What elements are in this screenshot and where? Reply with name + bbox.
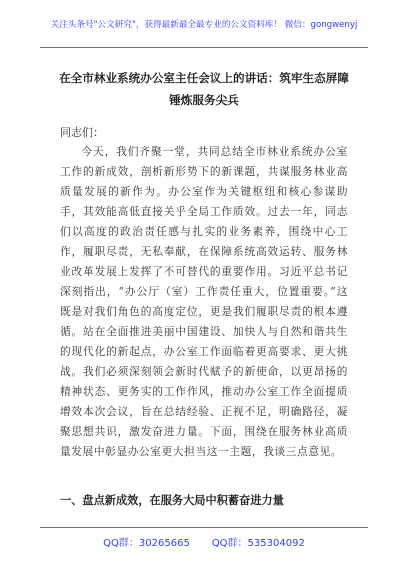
footer-qq-group-2: QQ群：535304092 [211,538,305,549]
header-divider [40,47,368,48]
footer-contacts [0,534,408,549]
header-banner: 关注头条号"公文研究"，获得最新最全最专业的公文资料库！ 微信：gongwenyj [50,20,358,30]
greeting: 同志们： [60,126,104,139]
footer-divider [40,527,368,528]
section-heading: 一、盘点新成效，在服务大局中积蓄奋进力量 [60,493,284,507]
document-title-line-1: 在全市林业系统办公室主任会议上的讲话：筑牢生态屏障 [59,71,349,85]
footer-qq-group-1: QQ群：30265665 [103,538,190,549]
body-paragraph: 今天，我们齐聚一堂，共同总结全市林业系统办公室工作的新成效，剖析新形势下的新课题，共谋服务林业高质量发展的新作为。办公室作为关键枢纽和核心参谋助手，其效能高低直接关乎全局工作质效。过去一年，同志们以高度的政治责任感与扎实的业务素养，围绕中心工作，履职尽责，无私奉献，在保障系统高效运转、服务林业改革发展上发挥了不可替代的重要作用。习近平总书记深刻指出，“办公厅（室）工作责任重大，位置重要。”这既是对我们角色的高度定位，更是我们履职尽责的根本遵循。站在全面推进美丽中国建设、加快人与自然和谐共生的现代化的新起点，办公室工作面临着更高要求、更大挑战。我们必须深刻领会新时代赋予的新使命，以更昂扬的精神状态、更务实的工作作风，推动办公室工作全面提质增效本次会议，旨在总结经验、正视不足，明确路径，凝聚思想共识，激发奋进力量。下面，围绕在服务林业高质量发展中彰显办公室更大担当这一主题，我谈三点意见。 [60,145,348,458]
document-title-line-2: 锤炼服务尖兵 [169,93,239,107]
